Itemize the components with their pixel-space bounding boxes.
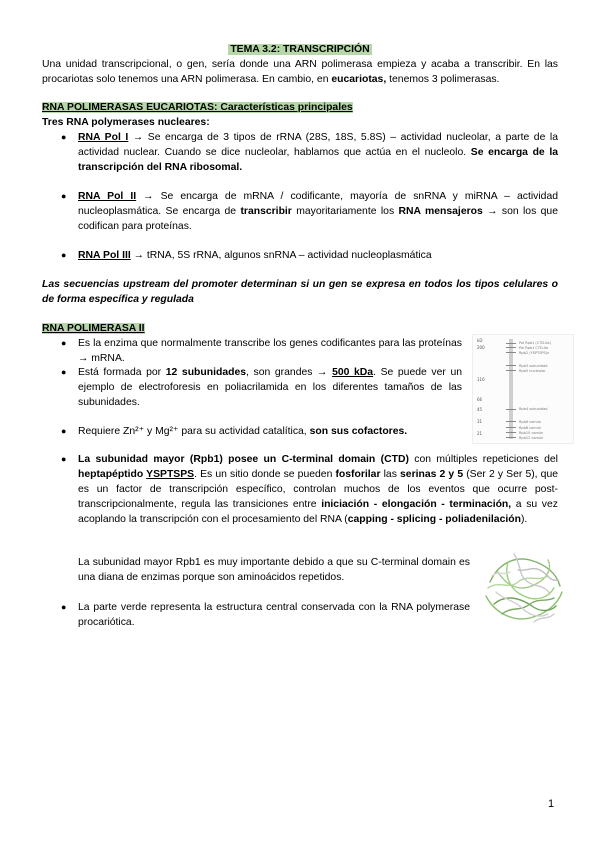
section-heading-eukaryotic: RNA POLIMERASAS EUCARIOTAS: Características principales: [42, 102, 353, 113]
list-item-enzyme: ● Es la enzima que normalmente transcribe los genes codificantes para las proteínas → mRNA.: [61, 338, 462, 364]
bullet-icon: ●: [61, 367, 67, 377]
bullet-icon: ●: [61, 338, 67, 348]
gel-lane: [509, 339, 513, 439]
gel-marker: 21: [477, 431, 483, 436]
gel-band: [506, 421, 516, 422]
upstream-note: Las secuencias upstream del promoter determinan si un gen se expresa en todos los tipos celulares o de forma específica y regulada: [42, 279, 558, 305]
gel-marker: 200: [477, 345, 485, 350]
page-title: TEMA 3.2: TRANSCRIPCIÓN: [230, 44, 370, 55]
rpb1-paragraph: La subunidad mayor Rpb1 es muy importante debido a que su C-terminal domain es una diana de enzimas porque son aminoácidos repetidos.: [78, 557, 470, 583]
electrophoresis-gel-figure: [472, 334, 574, 444]
gel-band: [506, 437, 516, 438]
gel-band: [506, 365, 516, 366]
gel-label: Rpb2 (YSPTSPS)n: [519, 351, 550, 355]
gel-label: Rpb12 común: [519, 436, 544, 440]
list-item-green-structure: ● La parte verde representa la estructura central conservada con la RNA polymerase procariótica.: [61, 602, 470, 628]
bullet-icon: ●: [61, 132, 67, 142]
gel-label: Rpb3 subunidad: [519, 364, 548, 368]
gel-marker: 31: [477, 419, 483, 424]
gel-marker: 45: [477, 407, 483, 412]
subheading-nuclear-polymerases: Tres RNA polymerases nucleares:: [42, 117, 210, 128]
gel-label: Pol Rpb1 (CTD-IIa): [519, 341, 551, 345]
gel-band: [506, 352, 516, 353]
gel-band: [506, 370, 516, 371]
gel-label: Rpb6 común: [519, 420, 542, 424]
gel-band: [506, 432, 516, 433]
gel-marker: kD: [477, 338, 483, 343]
list-item-cofactors: ● Requiere Zn²⁺ y Mg²⁺ para su actividad catalítica, son sus cofactores.: [61, 426, 408, 437]
page-number: 1: [548, 798, 555, 810]
section-heading-pol2: RNA POLIMERASA II: [42, 323, 145, 334]
list-item-pol2: ● RNA Pol II → Se encarga de mRNA / codificante, mayoría de snRNA y miRNA – actividad nucleoplasmática. Se encarga de transcribir mayoritariamente los RNA mensajeros → son los que codifican para proteínas.: [61, 191, 558, 232]
bullet-icon: ●: [61, 454, 67, 464]
intro-paragraph: Una unidad transcripcional, o gen, sería donde una ARN polimerasa empieza y acaba a transcribir. En las procariotas solo tenemos una ARN polimerasa. En cambio, en eucariotas, tenemos 3 polimerasas.: [42, 59, 558, 85]
bullet-icon: ●: [61, 426, 67, 436]
gel-band: [506, 347, 516, 348]
gel-label: Rpb5 nucleolar: [519, 369, 546, 373]
gel-label: Pol Rpb1 CTD-IIo: [519, 346, 549, 350]
gel-label: Rpb4 subunidad: [519, 407, 548, 411]
list-item-pol3: ● RNA Pol III → tRNA, 5S rRNA, algunos snRNA – actividad nucleoplasmática: [61, 250, 432, 261]
bullet-icon: ●: [61, 250, 67, 260]
gel-label: Rpb10 común: [519, 431, 544, 435]
rna-polymerase-structure-image: [478, 542, 570, 634]
list-item-pol1: ● RNA Pol I → Se encarga de 3 tipos de rRNA (28S, 18S, 5.8S) – actividad nucleolar, a parte de la actividad nuclear. Cuando se dice nucleolar, hablamos que actúa en el nucleolo. Se encarga de la transcripción del RNA ribosomal.: [61, 132, 559, 173]
gel-label: Rpb8 común: [519, 426, 542, 430]
gel-marker: 66: [477, 397, 483, 402]
bullet-icon: ●: [61, 602, 67, 612]
bullet-icon: ●: [61, 191, 67, 201]
list-item-ctd: ● La subunidad mayor (Rpb1) posee un C-terminal domain (CTD) con múltiples repeticiones del heptapéptido YSPTSPS. Es un sitio donde se pueden fosforilar las serinas 2 y 5 (Ser 2 y Ser 5), que es un factor de transcripción específico, controlan muchos de los eventos que ocurre post-transcripcionalmente, regula las transiciones entre iniciación - elongación - terminación, a su vez acoplando la transcripción con el procesamiento del RNA (capping - splicing - poliadenilación).: [61, 454, 559, 525]
list-item-subunits: ● Está formada por 12 subunidades, son grandes → 500 kDa. Se puede ver un ejemplo de electroforesis en poliacrilamida en los diferentes tamaños de las subunidades.: [61, 367, 463, 408]
gel-band: [506, 427, 516, 428]
gel-band: [506, 409, 516, 410]
gel-marker: 116: [477, 377, 485, 382]
gel-band: [506, 343, 516, 344]
